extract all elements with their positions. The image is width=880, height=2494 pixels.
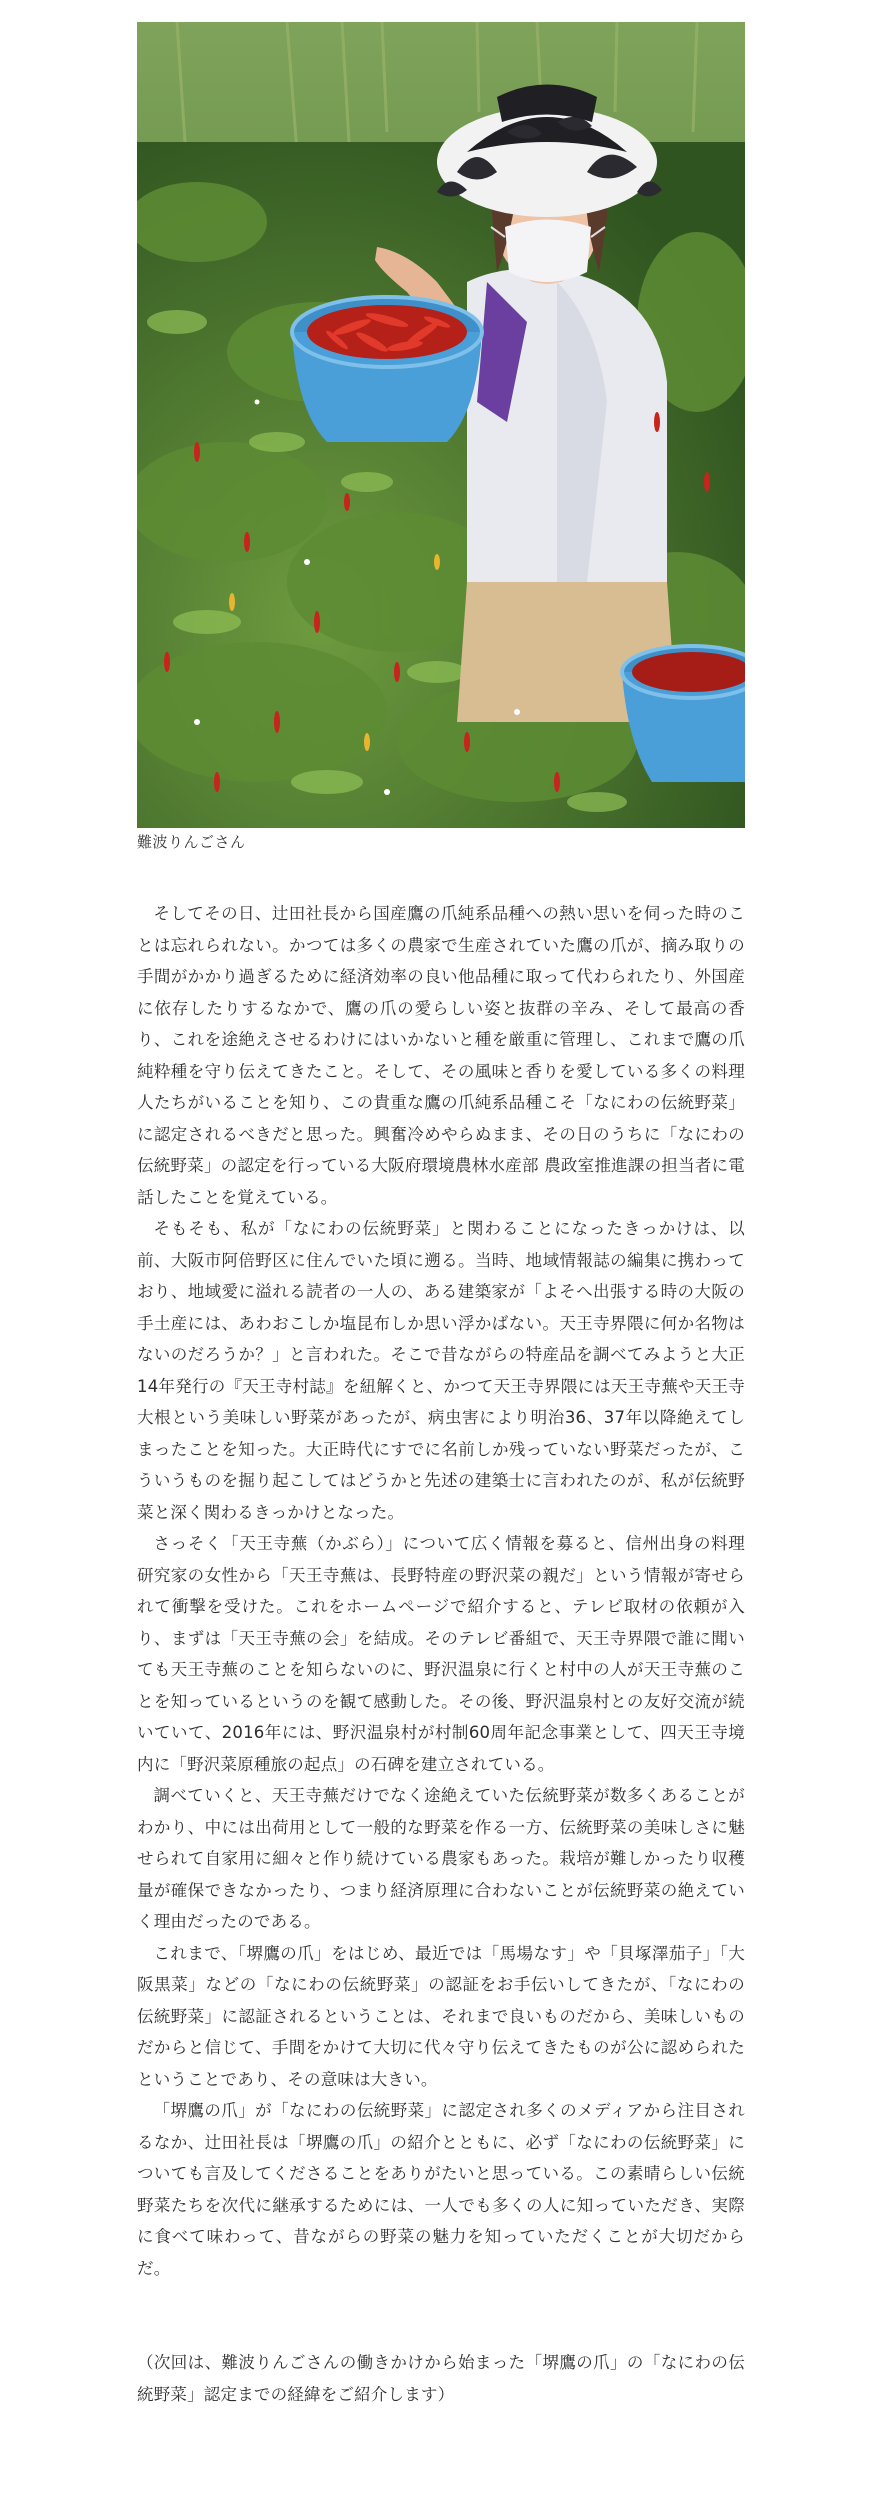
- photo-illustration: [137, 22, 745, 828]
- paragraph: 調べていくと、天王寺蕪だけでなく途絶えていた伝統野菜が数多くあることがわかり、中には出荷用として一般的な野菜を作る一方、伝統野菜の美味しさに魅せられて自家用に細々と作り続けている農家もあった。栽培が難しかったり収穫量が確保できなかったり、つまり経済原理に合わないことが伝統野菜の絶えていく理由だったのである。: [137, 1786, 745, 1931]
- paragraph: そもそも、私が「なにわの伝統野菜」と関わることになったきっかけは、以前、大阪市阿倍野区に住んでいた頃に遡る。当時、地域情報誌の編集に携わっており、地域愛に溢れる読者の一人の、ある建築家が「よそへ出張する時の大阪の手土産には、あわおこしか塩昆布しか思い浮かばない。天王寺界隈に何か名物はないのだろうか？」と言われた。そこで昔ながらの特産品を調べてみようと大正14年発行の『天王寺村誌』を紐解くと、かつて天王寺界隈には天王寺蕪や天王寺大根という美味しい野菜があったが、病虫害により明治36、37年以降絶えてしまったことを知った。大正時代にすでに名前しか残っていない野菜だったが、こういうものを掘り起こしてはどうかと先述の建築士に言われたのが、私が伝統野菜と深く関わるきっかけとなった。: [137, 1219, 745, 1522]
- article-body: [137, 898, 745, 2284]
- photo-caption: 難波りんごさん: [137, 833, 246, 851]
- paragraph: そしてその日、辻田社長から国産鷹の爪純系品種への熱い思いを伺った時のことは忘れられない。かつては多くの農家で生産されていた鷹の爪が、摘み取りの手間がかかり過ぎるために経済効率の良い他品種に取って代わられたり、外国産に依存したりするなかで、鷹の爪の愛らしい姿と抜群の辛み、そして最高の香り、これを途絶えさせるわけにはいかないと種を厳重に管理し、これまで鷹の爪純粋種を守り伝えてきたこと。そして、その風味と香りを愛している多くの料理人たちがいることを知り、この貴重な鷹の爪純系品種こそ「なにわの伝統野菜」に認定されるべきだと思った。興奮冷めやらぬまま、その日のうちに「なにわの伝統野菜」の認定を行っている大阪府環境農林水産部 農政室推進課の担当者に電話したことを覚えている。: [137, 904, 745, 1207]
- paragraph: さっそく「天王寺蕪（かぶら）」について広く情報を募ると、信州出身の料理研究家の女性から「天王寺蕪は、長野特産の野沢菜の親だ」という情報が寄せられて衝撃を受けた。これをホームページで紹介すると、テレビ取材の依頼が入り、まずは「天王寺蕪の会」を結成。そのテレビ番組で、天王寺界隈で誰に聞いても天王寺蕪のことを知らないのに、野沢温泉に行くと村中の人が天王寺蕪のことを知っているというのを観て感動した。その後、野沢温泉村との友好交流が続いていて、2016年には、野沢温泉村が村制60周年記念事業として、四天王寺境内に「野沢菜原種旅の起点」の石碑を建立されている。: [137, 1534, 745, 1774]
- next-issue-note: （次回は、難波りんごさんの働きかけから始まった「堺鷹の爪」の「なにわの伝統野菜」認定までの経緯をご紹介します）: [137, 2353, 745, 2404]
- article-photo: [137, 22, 745, 828]
- paragraph: これまで、「堺鷹の爪」をはじめ、最近では「馬場なす」や「貝塚澤茄子」「大阪黒菜」などの「なにわの伝統野菜」の認証をお手伝いしてきたが、「なにわの伝統野菜」に認証されるということは、それまで良いものだから、美味しいものだからと信じて、手間をかけて大切に代々守り伝えてきたものが公に認められたということであり、その意味は大きい。: [137, 1943, 745, 2089]
- paragraph: 「堺鷹の爪」が「なにわの伝統野菜」に認定され多くのメディアから注目されるなか、辻田社長は「堺鷹の爪」の紹介とともに、必ず「なにわの伝統野菜」についても言及してくださることをありがたいと思っている。この素晴らしい伝統野菜たちを次代に継承するためには、一人でも多くの人に知っていただき、実際に食べて味わって、昔ながらの野菜の魅力を知っていただくことが大切だからだ。: [137, 2101, 745, 2278]
